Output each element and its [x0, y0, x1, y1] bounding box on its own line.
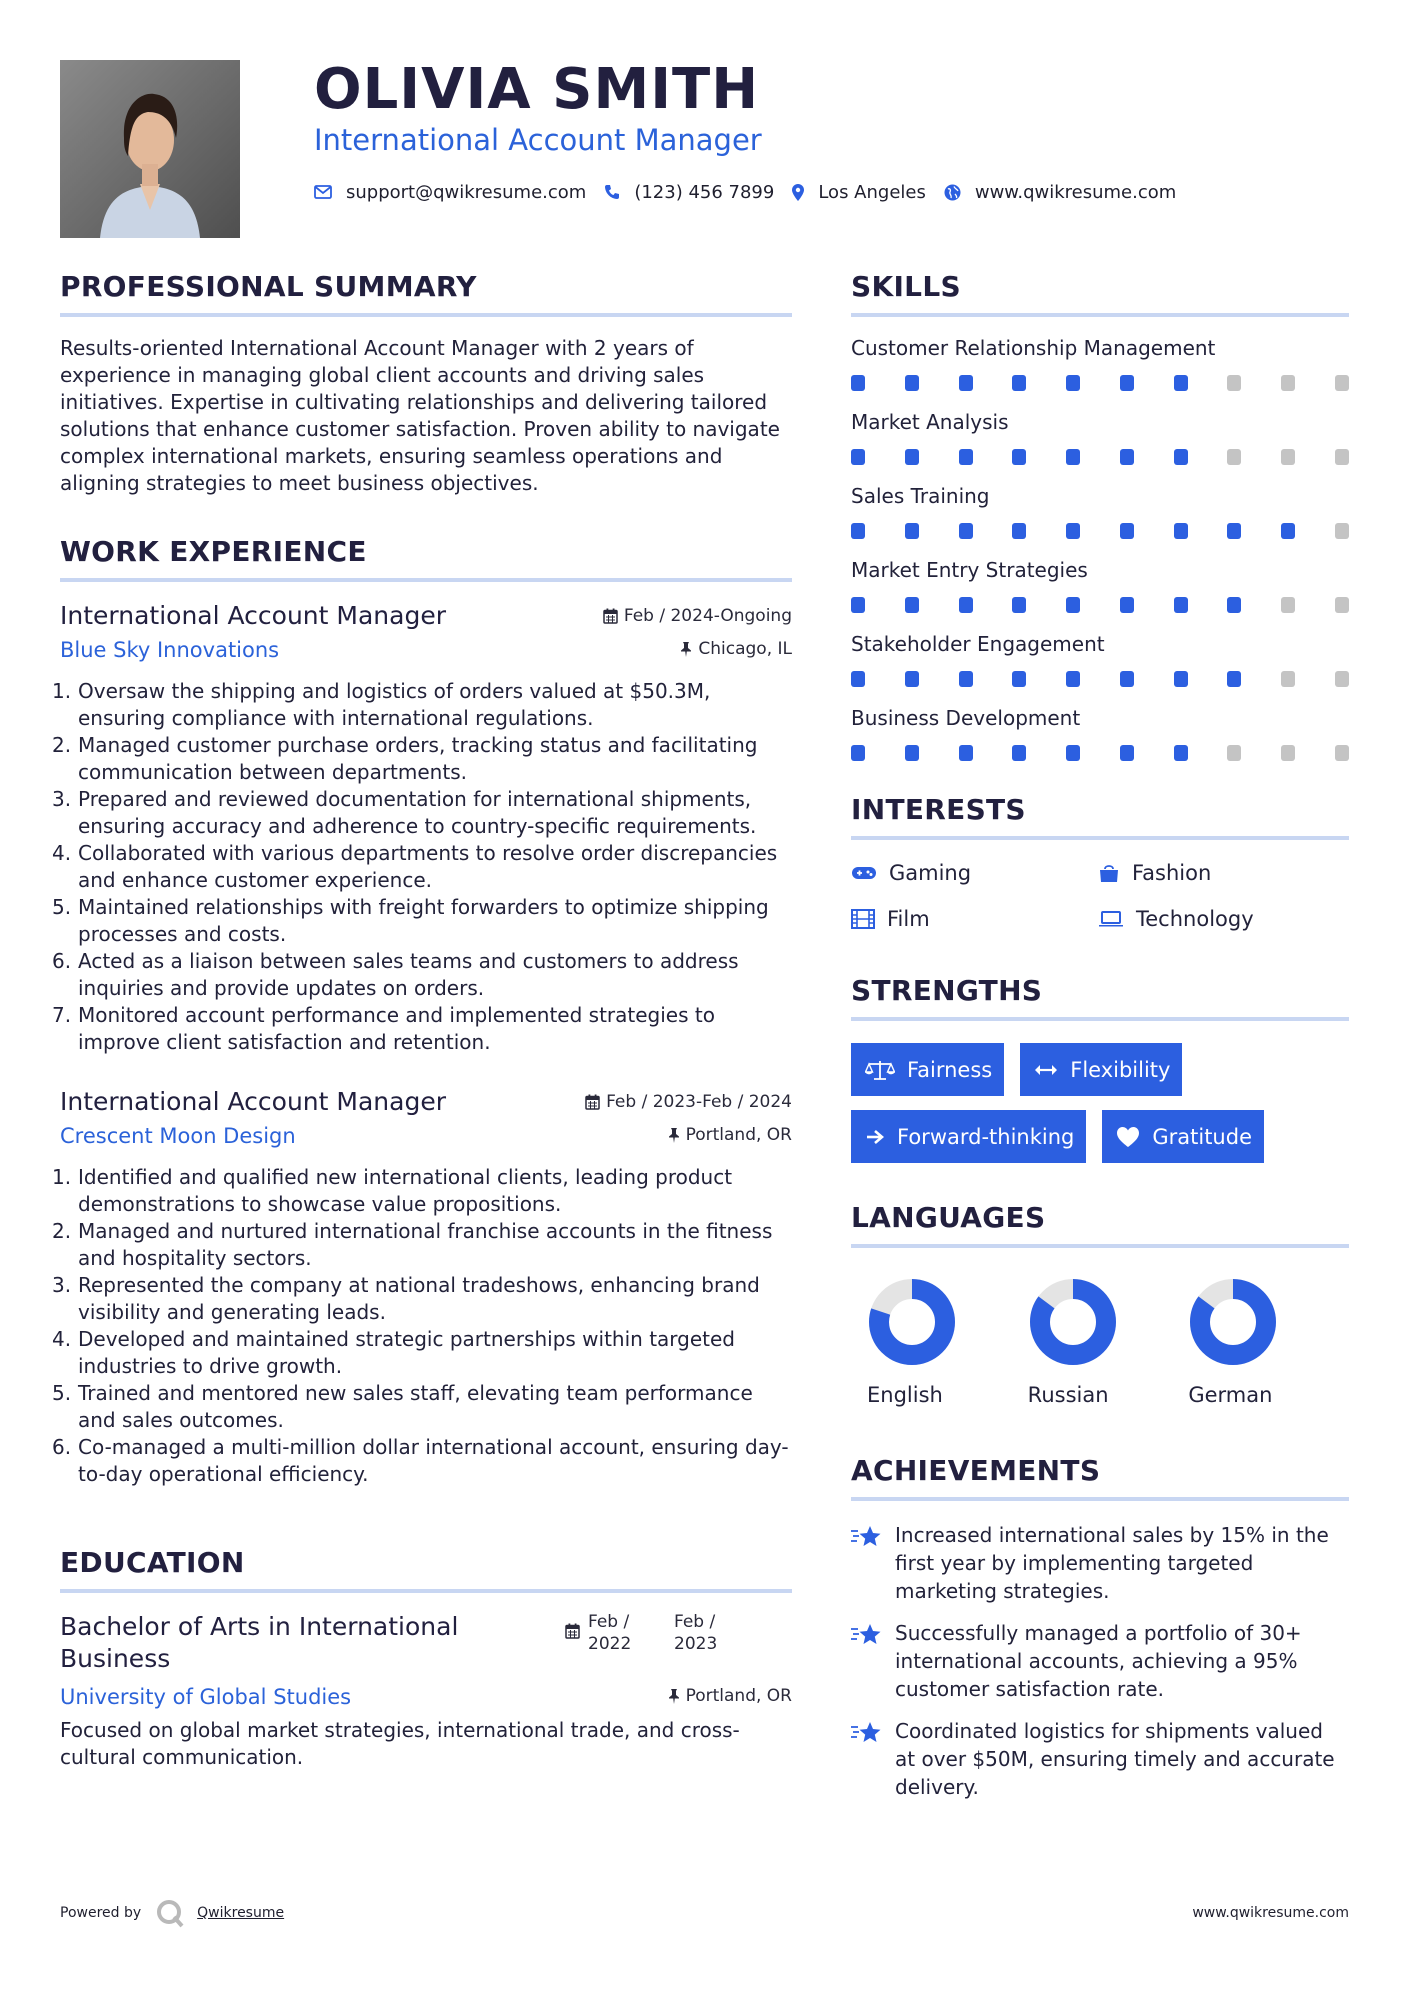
skills-section: [851, 270, 1349, 761]
education-location-text: Portland, OR: [685, 1686, 792, 1706]
phone-text: (123) 456 7899: [634, 181, 775, 203]
rating-dot: [1012, 523, 1026, 539]
section-divider: [851, 1497, 1349, 1501]
job-dates-text: Feb / 2023-Feb / 2024: [606, 1092, 792, 1112]
achievements-heading: ACHIEVEMENTS: [851, 1454, 1101, 1487]
list-item: 2. Managed customer purchase orders, tracking status and facilitating communication between departments.: [60, 732, 792, 786]
rating-dot: [1335, 745, 1349, 761]
skill-name: Market Analysis: [851, 410, 1009, 434]
strength-tag: [851, 1110, 1086, 1163]
section-divider: [851, 836, 1349, 840]
pushpin-icon: [680, 641, 692, 657]
star-achievement-icon: [851, 1525, 883, 1549]
rating-dot: [1120, 375, 1134, 391]
summary-section: [60, 270, 792, 497]
bullet-text: Co-managed a multi-million dollar international account, ensuring day-to-day operational efficiency.: [78, 1435, 789, 1486]
skill-item: [851, 631, 1349, 687]
bullet-text: Collaborated with various departments to resolve order discrepancies and enhance customer experience.: [78, 841, 778, 892]
contact-bar: [314, 180, 1194, 204]
strength-label: Fairness: [907, 1057, 993, 1082]
job-company: Blue Sky Innovations: [60, 638, 280, 662]
education-section: [60, 1546, 792, 1771]
interest-technology: [1098, 904, 1345, 934]
rating-dot: [1227, 523, 1241, 539]
rating-dot: [1012, 745, 1026, 761]
rating-dot: [1335, 597, 1349, 613]
bullet-text: Managed customer purchase orders, tracking status and facilitating communication between departments.: [78, 733, 758, 784]
rating-dot: [1174, 449, 1188, 465]
education-degree: Bachelor of Arts in International Business: [60, 1612, 459, 1673]
education-end: Feb / 2023: [674, 1612, 718, 1654]
rating-dot: [1174, 745, 1188, 761]
candidate-title: International Account Manager: [314, 123, 762, 157]
list-item: 1. Oversaw the shipping and logistics of orders valued at $50.3M, ensuring compliance with international regulations.: [60, 678, 792, 732]
list-item: 6. Acted as a liaison between sales teams and customers to address inquiries and provide updates on orders.: [60, 948, 792, 1002]
rating-dot: [1335, 671, 1349, 687]
phone-icon: [604, 184, 620, 200]
list-item: 2. Managed and nurtured international franchise accounts in the fitness and hospitality sectors.: [60, 1218, 792, 1272]
skills-heading: SKILLS: [851, 270, 961, 303]
rating-dot: [1281, 449, 1295, 465]
language-name: English: [867, 1383, 943, 1407]
star-achievement-icon: [851, 1623, 883, 1647]
job-bullets: [52, 678, 792, 1056]
rating-dot: [959, 745, 973, 761]
bullet-text: Represented the company at national tradeshows, enhancing brand visibility and generating leads.: [78, 1273, 760, 1324]
achievements-section: [851, 1454, 1349, 1801]
bullet-text: Managed and nurtured international franchise accounts in the fitness and hospitality sectors.: [78, 1219, 773, 1270]
rating-dot: [851, 375, 865, 391]
skill-item: [851, 483, 1349, 539]
skill-name: Sales Training: [851, 484, 990, 508]
interest-gaming: [851, 858, 1098, 888]
skill-name: Customer Relationship Management: [851, 336, 1216, 360]
qwikresume-link[interactable]: Qwikresume: [197, 1905, 285, 1921]
globe-icon: [944, 184, 961, 201]
left-column: [52, 270, 792, 1771]
language-item: [1188, 1278, 1349, 1408]
calendar-icon: [565, 1623, 580, 1639]
heart-icon: [1116, 1126, 1140, 1148]
email-text: support@qwikresume.com: [346, 181, 587, 203]
list-item: 1. Identified and qualified new international clients, leading product demonstrations to showcase value propositions.: [60, 1164, 792, 1218]
interest-film: [851, 904, 1098, 934]
job-dates: [603, 606, 792, 626]
section-divider: [60, 313, 792, 317]
rating-dot: [1227, 671, 1241, 687]
skill-item: [851, 335, 1349, 391]
language-donut: [1029, 1278, 1117, 1366]
bullet-text: Maintained relationships with freight forwarders to optimize shipping processes and costs.: [78, 895, 769, 946]
language-name: Russian: [1027, 1383, 1109, 1407]
skill-item: [851, 705, 1349, 761]
job-bullets: [52, 1164, 792, 1488]
rating-dot: [905, 597, 919, 613]
section-divider: [60, 1589, 792, 1593]
balance-scale-icon: [865, 1059, 895, 1081]
bullet-text: Acted as a liaison between sales teams and customers to address inquiries and provide updates on orders.: [78, 949, 739, 1000]
interest-fashion: [1098, 858, 1345, 888]
language-item: [867, 1278, 1028, 1408]
skill-name: Business Development: [851, 706, 1081, 730]
rating-dot: [1174, 523, 1188, 539]
achievement-text: Coordinated logistics for shipments valued at over $50M, ensuring timely and accurate delivery.: [895, 1719, 1335, 1799]
rating-dot: [1335, 375, 1349, 391]
laptop-icon: [1098, 910, 1124, 928]
rating-dot: [1012, 671, 1026, 687]
rating-dot: [851, 449, 865, 465]
education-dates: [565, 1611, 760, 1655]
envelope-icon: [314, 185, 332, 199]
calendar-icon: [585, 1094, 600, 1110]
rating-dot: [905, 745, 919, 761]
rating-dot: [959, 375, 973, 391]
rating-dot: [1120, 597, 1134, 613]
bullet-text: Identified and qualified new international clients, leading product demonstrations to showcase value propositions.: [78, 1165, 733, 1216]
calendar-icon: [603, 608, 618, 624]
footer-website[interactable]: www.qwikresume.com: [1192, 1905, 1349, 1921]
strength-tag: [1102, 1110, 1264, 1163]
bullet-text: Monitored account performance and implemented strategies to improve client satisfaction and retention.: [78, 1003, 715, 1054]
skill-rating: [851, 745, 1349, 761]
film-icon: [851, 909, 875, 929]
rating-dot: [905, 671, 919, 687]
summary-text: Results-oriented International Account Manager with 2 years of experience in managing global client accounts and driving sales initiatives. Expertise in cultivating relationships and delivering tailored solutions that enhance customer satisfaction. Proven ability to navigate complex international markets, ensuring seamless operations and aligning strategies to meet business objectives.: [60, 336, 780, 495]
skill-rating: [851, 375, 1349, 391]
rating-dot: [851, 745, 865, 761]
achievement-item: [851, 1521, 1349, 1605]
achievement-item: [851, 1619, 1349, 1703]
list-item: 5. Maintained relationships with freight forwarders to optimize shipping processes and costs.: [60, 894, 792, 948]
rating-dot: [1227, 449, 1241, 465]
rating-dot: [1066, 597, 1080, 613]
bullet-text: Oversaw the shipping and logistics of orders valued at $50.3M, ensuring compliance with international regulations.: [78, 679, 711, 730]
arrows-horizontal-icon: [1034, 1063, 1058, 1077]
pushpin-icon: [668, 1688, 680, 1704]
skill-item: [851, 409, 1349, 465]
contact-location: [792, 182, 926, 203]
rating-dot: [851, 597, 865, 613]
job-entry: [52, 1086, 792, 1488]
language-donut: [1189, 1278, 1277, 1366]
location-text: Los Angeles: [818, 181, 926, 203]
website-text: www.qwikresume.com: [974, 181, 1177, 203]
interest-label: Gaming: [889, 861, 972, 885]
rating-dot: [1120, 523, 1134, 539]
job-role: International Account Manager: [60, 601, 446, 630]
bullet-text: Developed and maintained strategic partnerships within targeted industries to drive growth.: [78, 1327, 736, 1378]
contact-phone[interactable]: [604, 182, 774, 203]
rating-dot: [1066, 745, 1080, 761]
language-name: German: [1188, 1383, 1273, 1407]
skill-rating: [851, 449, 1349, 465]
section-divider: [60, 578, 792, 582]
interest-label: Technology: [1136, 907, 1254, 931]
rating-dot: [1174, 671, 1188, 687]
rating-dot: [959, 523, 973, 539]
list-item: 7. Monitored account performance and implemented strategies to improve client satisfaction and retention.: [60, 1002, 792, 1056]
rating-dot: [1066, 523, 1080, 539]
strength-label: Forward-thinking: [897, 1124, 1075, 1149]
rating-dot: [1012, 375, 1026, 391]
languages-section: [851, 1201, 1349, 1408]
interests-heading: INTERESTS: [851, 793, 1026, 826]
rating-dot: [959, 597, 973, 613]
rating-dot: [1335, 449, 1349, 465]
rating-dot: [905, 375, 919, 391]
rating-dot: [1012, 597, 1026, 613]
strength-label: Gratitude: [1152, 1124, 1252, 1149]
strengths-list: [851, 1043, 1349, 1163]
rating-dot: [1281, 523, 1295, 539]
strengths-heading: STRENGTHS: [851, 974, 1043, 1007]
rating-dot: [1066, 449, 1080, 465]
rating-dot: [1120, 745, 1134, 761]
star-achievement-icon: [851, 1721, 883, 1745]
skill-rating: [851, 597, 1349, 613]
list-item: 4. Developed and maintained strategic partnerships within targeted industries to drive growth.: [60, 1326, 792, 1380]
footer-powered-by: [60, 1898, 284, 1928]
interests-grid: [851, 858, 1349, 934]
rating-dot: [1120, 449, 1134, 465]
rating-dot: [905, 523, 919, 539]
achievement-text: Successfully managed a portfolio of 30+ international accounts, achieving a 95% customer satisfaction rate.: [895, 1621, 1302, 1701]
languages-list: [851, 1278, 1349, 1408]
rating-dot: [1335, 523, 1349, 539]
qwikresume-logo-icon: [155, 1898, 185, 1928]
rating-dot: [905, 449, 919, 465]
rating-dot: [1281, 671, 1295, 687]
strength-tag: [1020, 1043, 1182, 1096]
interest-label: Film: [887, 907, 930, 931]
rating-dot: [1227, 597, 1241, 613]
rating-dot: [1174, 375, 1188, 391]
rating-dot: [851, 523, 865, 539]
rating-dot: [1227, 375, 1241, 391]
rating-dot: [1012, 449, 1026, 465]
education-location: [668, 1686, 792, 1706]
rating-dot: [1066, 375, 1080, 391]
job-location-text: Portland, OR: [685, 1125, 792, 1145]
contact-email[interactable]: [314, 182, 586, 203]
skills-list: [851, 335, 1349, 761]
rating-dot: [959, 671, 973, 687]
list-item: 4. Collaborated with various departments to resolve order discrepancies and enhance customer experience.: [60, 840, 792, 894]
job-company: Crescent Moon Design: [60, 1124, 296, 1148]
bullet-text: Trained and mentored new sales staff, elevating team performance and sales outcomes.: [78, 1381, 753, 1432]
rating-dot: [1066, 671, 1080, 687]
section-divider: [851, 1244, 1349, 1248]
job-location-text: Chicago, IL: [698, 639, 792, 659]
job-dates-text: Feb / 2024-Ongoing: [623, 606, 792, 626]
right-column: [851, 270, 1349, 1815]
skill-rating: [851, 523, 1349, 539]
section-divider: [851, 313, 1349, 317]
interest-label: Fashion: [1132, 861, 1212, 885]
map-marker-icon: [792, 184, 804, 201]
shopping-bag-icon: [1098, 862, 1120, 884]
section-divider: [851, 1017, 1349, 1021]
interests-section: [851, 793, 1349, 934]
skill-rating: [851, 671, 1349, 687]
skill-item: [851, 557, 1349, 613]
rating-dot: [1281, 745, 1295, 761]
work-section: [52, 535, 792, 1488]
strength-tag: [851, 1043, 1004, 1096]
work-heading: WORK EXPERIENCE: [60, 535, 367, 568]
list-item: 5. Trained and mentored new sales staff, elevating team performance and sales outcomes.: [60, 1380, 792, 1434]
pushpin-icon: [668, 1127, 680, 1143]
rating-dot: [851, 671, 865, 687]
bullet-text: Prepared and reviewed documentation for international shipments, ensuring accuracy and adherence to country-specific requirements.: [78, 787, 757, 838]
list-item: 6. Co-managed a multi-million dollar international account, ensuring day-to-day operational efficiency.: [60, 1434, 792, 1488]
rating-dot: [1281, 597, 1295, 613]
languages-heading: LANGUAGES: [851, 1201, 1046, 1234]
rating-dot: [1174, 597, 1188, 613]
strength-label: Flexibility: [1070, 1057, 1171, 1082]
profile-photo: [60, 60, 240, 238]
education-start: Feb / 2022: [588, 1612, 632, 1654]
summary-heading: PROFESSIONAL SUMMARY: [60, 270, 477, 303]
skill-name: Market Entry Strategies: [851, 558, 1088, 582]
rating-dot: [1120, 671, 1134, 687]
list-item: 3. Prepared and reviewed documentation for international shipments, ensuring accuracy and adherence to country-specific requirements.: [60, 786, 792, 840]
contact-website[interactable]: [944, 182, 1176, 203]
job-dates: [585, 1092, 792, 1112]
job-role: International Account Manager: [60, 1087, 446, 1116]
job-location: [680, 639, 792, 659]
job-entry: [52, 600, 792, 1056]
education-heading: EDUCATION: [60, 1546, 245, 1579]
education-description: Focused on global market strategies, international trade, and cross-cultural communication.: [60, 1718, 740, 1769]
education-school: University of Global Studies: [60, 1685, 352, 1709]
language-donut: [868, 1278, 956, 1366]
language-item: [1028, 1278, 1189, 1408]
rating-dot: [959, 449, 973, 465]
achievement-text: Increased international sales by 15% in the first year by implementing targeted marketing strategies.: [895, 1523, 1329, 1603]
candidate-name: OLIVIA SMITH: [314, 57, 760, 122]
job-location: [668, 1125, 792, 1145]
strengths-section: [851, 974, 1349, 1163]
rating-dot: [1281, 375, 1295, 391]
list-item: 3. Represented the company at national tradeshows, enhancing brand visibility and generating leads.: [60, 1272, 792, 1326]
skill-name: Stakeholder Engagement: [851, 632, 1105, 656]
rating-dot: [1227, 745, 1241, 761]
gamepad-icon: [851, 865, 877, 881]
achievement-item: [851, 1717, 1349, 1801]
powered-by-text: Powered by: [60, 1905, 142, 1921]
arrow-right-icon: [865, 1128, 885, 1146]
